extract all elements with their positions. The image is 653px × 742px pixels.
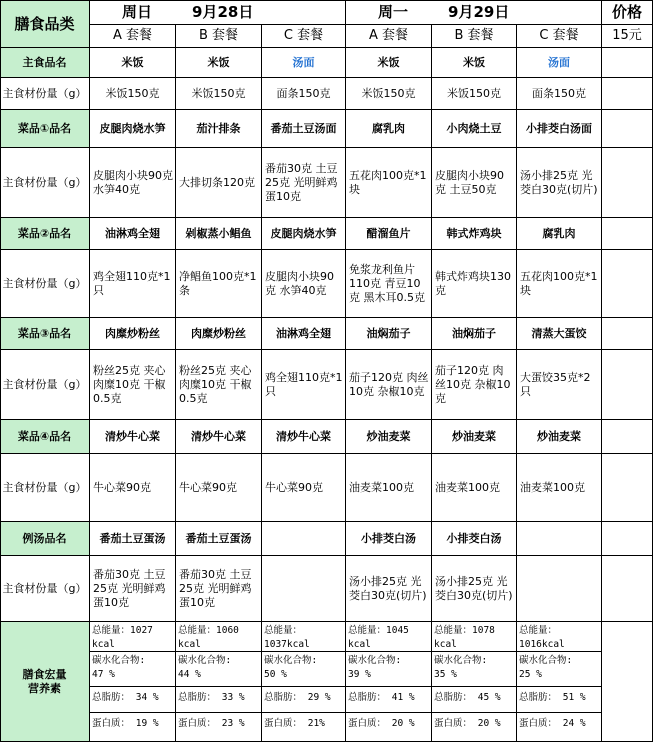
nutrition-energy-b: kcal — [178, 639, 201, 650]
staple-name: 米饭 — [346, 48, 432, 78]
dish-name: 清蒸大蛋饺 — [517, 318, 602, 350]
dish-portion: 大蛋饺35克*2只 — [517, 350, 602, 420]
nutrition-fat: 总脂肪： 41 % — [348, 692, 415, 703]
nutrition-divider — [262, 712, 345, 713]
nutrition-carb-b: 39 % — [348, 669, 371, 680]
nutrition-divider — [432, 686, 516, 687]
nutrition-divider — [176, 712, 261, 713]
nutrition-divider — [176, 651, 261, 652]
dish-name: 番茄土豆蛋汤 — [176, 522, 262, 556]
dish-name: 小排茭白汤 — [346, 522, 432, 556]
nutrition-protein: 蛋白质： 24 % — [519, 718, 586, 729]
price-empty — [602, 420, 653, 454]
price-empty — [602, 318, 653, 350]
price-empty — [602, 148, 653, 218]
nutrition-fat: 总脂肪： 34 % — [92, 692, 159, 703]
category-header: 膳食品类 — [0, 0, 90, 48]
nutrition-divider — [90, 712, 175, 713]
dish-name: 小肉烧土豆 — [432, 110, 517, 148]
dish-name: 韩式炸鸡块 — [432, 218, 517, 250]
day-header-1 — [346, 0, 602, 25]
dish-portion: 鸡全翅110克*1只 — [262, 350, 346, 420]
dish-portion: 油麦菜100克 — [432, 454, 517, 522]
staple-name-label: 主食品名 — [0, 48, 90, 78]
nutrition-divider — [517, 686, 601, 687]
dish-name: 皮腿肉烧水笋 — [262, 218, 346, 250]
nutrition-divider — [176, 686, 261, 687]
nutrition-energy-b: 1037kcal — [264, 639, 310, 650]
dish-portion: 净鲳鱼100克*1条 — [176, 250, 262, 318]
dish-portion — [262, 556, 346, 622]
dish-name: 腐乳肉 — [346, 110, 432, 148]
dish-name-label: 菜品③品名 — [0, 318, 90, 350]
nutrition-carb-b: 35 % — [434, 669, 457, 680]
nutrition-carb-a: 碳水化合物: — [92, 655, 146, 666]
nutrition-carb-a: 碳水化合物: — [434, 655, 488, 666]
dish-name: 醋溜鱼片 — [346, 218, 432, 250]
dish-name: 皮腿肉烧水笋 — [90, 110, 176, 148]
nutrition-cell — [432, 622, 517, 742]
dish-portion: 鸡全翅110克*1只 — [90, 250, 176, 318]
dish-name-label: 菜品④品名 — [0, 420, 90, 454]
dish-portion-label: 主食材份量（g） — [0, 148, 90, 218]
staple-name: 米饭 — [176, 48, 262, 78]
dish-portion: 茄子120克 肉丝10克 杂椒10克 — [432, 350, 517, 420]
price-empty — [602, 48, 653, 78]
dish-name-label: 菜品②品名 — [0, 218, 90, 250]
nutrition-protein: 蛋白质： 20 % — [434, 718, 501, 729]
dish-portion: 牛心菜90克 — [262, 454, 346, 522]
dish-name: 腐乳肉 — [517, 218, 602, 250]
price-empty — [602, 350, 653, 420]
nutrition-divider — [346, 651, 431, 652]
set-header-4: B 套餐 — [432, 25, 517, 48]
dish-name: 炒油麦菜 — [517, 420, 602, 454]
nutrition-energy-b: kcal — [348, 639, 371, 650]
nutrition-carb-b: 47 % — [92, 669, 115, 680]
nutrition-carb-a: 碳水化合物: — [264, 655, 318, 666]
nutrition-energy-a: 总能量：1027 — [92, 625, 153, 636]
nutrition-fat: 总脂肪： 29 % — [264, 692, 331, 703]
nutrition-divider — [346, 712, 431, 713]
nutrition-divider — [432, 651, 516, 652]
nutrition-energy-a: 总能量： — [519, 625, 558, 636]
dish-portion: 五花肉100克*1块 — [346, 148, 432, 218]
dish-name-label: 菜品①品名 — [0, 110, 90, 148]
nutrition-carb-a: 碳水化合物: — [348, 655, 402, 666]
nutrition-energy-b: 1016kcal — [519, 639, 565, 650]
dish-name: 番茄土豆汤面 — [262, 110, 346, 148]
nutrition-fat: 总脂肪： 33 % — [178, 692, 245, 703]
nutrition-carb-b: 50 % — [264, 669, 287, 680]
nutrition-label — [0, 622, 90, 742]
dish-name: 油焖茄子 — [432, 318, 517, 350]
dish-portion: 大排切条120克 — [176, 148, 262, 218]
dish-name: 炒油麦菜 — [346, 420, 432, 454]
dish-name: 番茄土豆蛋汤 — [90, 522, 176, 556]
dish-portion: 牛心菜90克 — [90, 454, 176, 522]
price-empty — [602, 556, 653, 622]
set-header-1: B 套餐 — [176, 25, 262, 48]
price-header: 价格 — [602, 0, 653, 25]
dish-portion: 五花肉100克*1块 — [517, 250, 602, 318]
date-label: 9月29日 — [448, 3, 510, 21]
nutrition-fat: 总脂肪： 45 % — [434, 692, 501, 703]
staple-portion: 面条150克 — [517, 78, 602, 110]
frame-left — [0, 0, 1, 742]
dish-name: 油淋鸡全翅 — [262, 318, 346, 350]
dish-portion: 番茄30克 土豆25克 光明鲜鸡蛋10克 — [262, 148, 346, 218]
nutrition-divider — [90, 651, 175, 652]
dish-name-label: 例汤品名 — [0, 522, 90, 556]
nutrition-protein: 蛋白质： 20 % — [348, 718, 415, 729]
dish-portion-label: 主食材份量（g） — [0, 350, 90, 420]
staple-name: 米饭 — [90, 48, 176, 78]
nutrition-cell — [517, 622, 602, 742]
nutrition-divider — [517, 712, 601, 713]
day-header-0 — [90, 0, 346, 25]
nutrition-protein: 蛋白质： 23 % — [178, 718, 245, 729]
set-header-2: C 套餐 — [262, 25, 346, 48]
dish-portion-label: 主食材份量（g） — [0, 250, 90, 318]
nutrition-label-line: 膳食宏量 — [22, 667, 67, 681]
nutrition-cell — [262, 622, 346, 742]
price-empty — [602, 522, 653, 556]
price-empty — [602, 78, 653, 110]
dish-portion: 汤小排25克 光茭白30克(切片) — [432, 556, 517, 622]
set-header-0: A 套餐 — [90, 25, 176, 48]
nutrition-energy-a: 总能量：1045 — [348, 625, 409, 636]
dish-portion: 番茄30克 土豆25克 光明鲜鸡蛋10克 — [90, 556, 176, 622]
price-empty — [602, 622, 653, 742]
nutrition-energy-b: kcal — [434, 639, 457, 650]
dish-portion-label: 主食材份量（g） — [0, 454, 90, 522]
nutrition-energy-a: 总能量： — [264, 625, 303, 636]
weekday-label: 周日 — [122, 3, 153, 21]
dish-portion: 皮腿肉小块90克 土豆50克 — [432, 148, 517, 218]
dish-portion: 汤小排25克 光茭白30克(切片) — [346, 556, 432, 622]
nutrition-cell — [90, 622, 176, 742]
staple-portion: 米饭150克 — [176, 78, 262, 110]
frame-top — [0, 0, 653, 1]
dish-name: 肉糜炒粉丝 — [90, 318, 176, 350]
price-value: 15元 — [602, 25, 653, 48]
staple-portion: 面条150克 — [262, 78, 346, 110]
price-empty — [602, 218, 653, 250]
dish-portion: 免浆龙利鱼片110克 青豆10克 黑木耳0.5克 — [346, 250, 432, 318]
dish-portion: 汤小排25克 光茭白30克(切片) — [517, 148, 602, 218]
dish-portion: 油麦菜100克 — [346, 454, 432, 522]
dish-name: 清炒牛心菜 — [262, 420, 346, 454]
date-label: 9月28日 — [192, 3, 254, 21]
price-empty — [602, 454, 653, 522]
nutrition-carb-a: 碳水化合物: — [178, 655, 232, 666]
dish-portion: 韩式炸鸡块130克 — [432, 250, 517, 318]
nutrition-carb-a: 碳水化合物: — [519, 655, 573, 666]
dish-name: 清炒牛心菜 — [90, 420, 176, 454]
dish-name: 清炒牛心菜 — [176, 420, 262, 454]
dish-portion: 粉丝25克 夹心肉糜10克 干椒0.5克 — [90, 350, 176, 420]
staple-portion: 米饭150克 — [432, 78, 517, 110]
weekday-label: 周一 — [378, 3, 409, 21]
nutrition-divider — [262, 686, 345, 687]
nutrition-energy-b: kcal — [92, 639, 115, 650]
nutrition-divider — [90, 686, 175, 687]
set-header-3: A 套餐 — [346, 25, 432, 48]
dish-portion: 油麦菜100克 — [517, 454, 602, 522]
nutrition-label-line: 营养素 — [28, 681, 61, 695]
dish-portion: 番茄30克 土豆25克 光明鲜鸡蛋10克 — [176, 556, 262, 622]
staple-name: 汤面 — [517, 48, 602, 78]
nutrition-cell — [346, 622, 432, 742]
dish-name — [262, 522, 346, 556]
dish-portion: 茄子120克 肉丝10克 杂椒10克 — [346, 350, 432, 420]
price-empty — [602, 110, 653, 148]
dish-name: 茄汁排条 — [176, 110, 262, 148]
nutrition-protein: 蛋白质： 21% — [264, 718, 325, 729]
staple-portion-label: 主食材份量（g） — [0, 78, 90, 110]
dish-name: 小排茭白汤 — [432, 522, 517, 556]
dish-portion: 皮腿肉小块90克 水笋40克 — [90, 148, 176, 218]
nutrition-energy-a: 总能量：1078 — [434, 625, 495, 636]
dish-portion — [517, 556, 602, 622]
nutrition-energy-a: 总能量：1060 — [178, 625, 239, 636]
staple-name: 汤面 — [262, 48, 346, 78]
staple-portion: 米饭150克 — [346, 78, 432, 110]
nutrition-protein: 蛋白质： 19 % — [92, 718, 159, 729]
staple-portion: 米饭150克 — [90, 78, 176, 110]
nutrition-carb-b: 44 % — [178, 669, 201, 680]
dish-portion-label: 主食材份量（g） — [0, 556, 90, 622]
dish-name: 小排茭白汤面 — [517, 110, 602, 148]
dish-name: 肉糜炒粉丝 — [176, 318, 262, 350]
nutrition-divider — [517, 651, 601, 652]
price-empty — [602, 250, 653, 318]
nutrition-fat: 总脂肪： 51 % — [519, 692, 586, 703]
dish-name: 油焖茄子 — [346, 318, 432, 350]
staple-name: 米饭 — [432, 48, 517, 78]
dish-name: 油淋鸡全翅 — [90, 218, 176, 250]
nutrition-divider — [346, 686, 431, 687]
dish-portion: 粉丝25克 夹心肉糜10克 干椒0.5克 — [176, 350, 262, 420]
nutrition-divider — [262, 651, 345, 652]
nutrition-divider — [432, 712, 516, 713]
dish-portion: 皮腿肉小块90克 水笋40克 — [262, 250, 346, 318]
nutrition-cell — [176, 622, 262, 742]
dish-portion: 牛心菜90克 — [176, 454, 262, 522]
dish-name: 炒油麦菜 — [432, 420, 517, 454]
set-header-5: C 套餐 — [517, 25, 602, 48]
nutrition-carb-b: 25 % — [519, 669, 542, 680]
dish-name — [517, 522, 602, 556]
dish-name: 剁椒蒸小鲳鱼 — [176, 218, 262, 250]
